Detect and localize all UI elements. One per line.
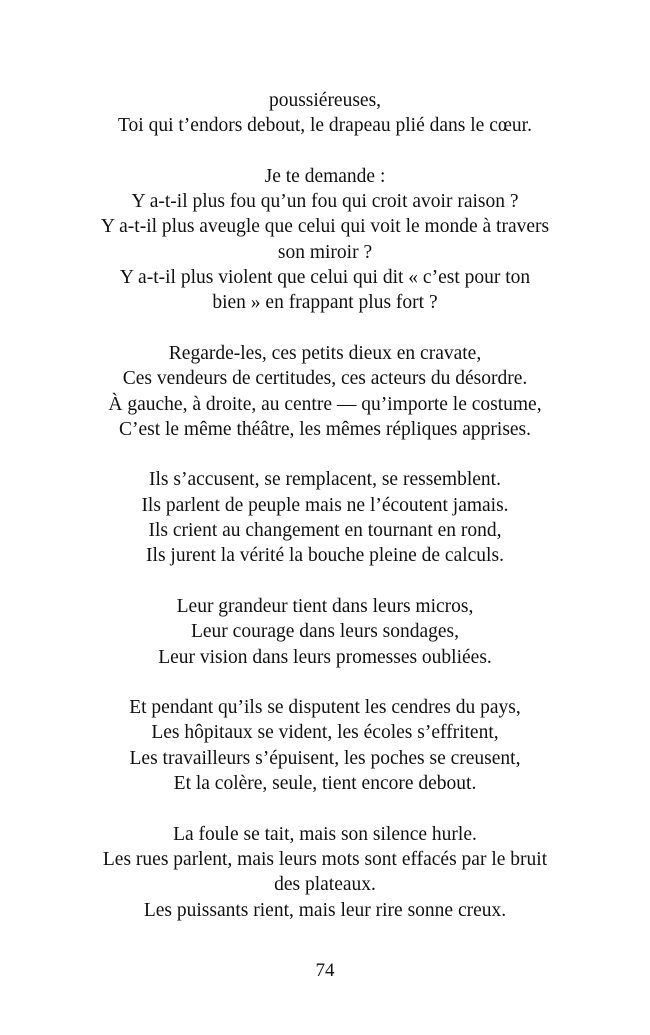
- stanza-7: [60, 822, 590, 923]
- stanza-6: [60, 695, 590, 796]
- poem-line: Et la colère, seule, tient encore debout.: [173, 773, 477, 795]
- poem-line: Y a-t-il plus fou qu’un fou qui croit avoir raison ?: [131, 191, 519, 213]
- poem-line: Y a-t-il plus aveugle que celui qui voit le monde à travers: [100, 216, 550, 238]
- stanza-3: [60, 341, 590, 442]
- poem-line: Leur grandeur tient dans leurs micros,: [176, 595, 474, 617]
- stanza-4: [60, 467, 590, 568]
- poem-line: Ils jurent la vérité la bouche pleine de calculs.: [146, 545, 504, 567]
- poem-line: Ils s’accusent, se remplacent, se ressemblent.: [149, 469, 501, 491]
- poem-line: Les rues parlent, mais leurs mots sont effacés par le bruit: [102, 848, 548, 870]
- stanza-5: [60, 594, 590, 670]
- poem-line: Regarde-les, ces petits dieux en cravate,: [168, 342, 482, 364]
- poem-line: À gauche, à droite, au centre — qu’importe le costume,: [108, 393, 542, 415]
- poem-line: Et pendant qu’ils se disputent les cendres du pays,: [129, 697, 521, 719]
- poem-line: La foule se tait, mais son silence hurle.: [173, 823, 477, 845]
- stanza-2: [60, 164, 590, 316]
- poem-body: [60, 88, 590, 948]
- poem-line: Les travailleurs s’épuisent, les poches se creusent,: [129, 747, 521, 769]
- poem-line: Toi qui t’endors debout, le drapeau plié dans le cœur.: [118, 115, 532, 137]
- poem-line: Y a-t-il plus violent que celui qui dit « c’est pour ton: [119, 267, 531, 289]
- poem-line: Les hôpitaux se vident, les écoles s’effritent,: [151, 722, 499, 744]
- poem-line: Ils parlent de peuple mais ne l’écoutent jamais.: [141, 494, 509, 516]
- poem-line: des plateaux.: [274, 874, 376, 896]
- poem-line: C’est le même théâtre, les mêmes répliques apprises.: [118, 418, 532, 440]
- poem-line: bien » en frappant plus fort ?: [212, 292, 438, 314]
- poem-line: Leur vision dans leurs promesses oubliées.: [158, 646, 492, 668]
- poem-line: Ces vendeurs de certitudes, ces acteurs du désordre.: [122, 368, 528, 390]
- page-number: 74: [315, 960, 335, 981]
- poem-line: poussiéreuses,: [268, 90, 382, 111]
- poem-line: Ils crient au changement en tournant en rond,: [148, 520, 502, 542]
- poem-line: Leur courage dans leurs sondages,: [190, 621, 460, 643]
- poem-line: Les puissants rient, mais leur rire sonne creux.: [143, 899, 507, 921]
- poem-line: son miroir ?: [277, 241, 373, 263]
- poem-line: Je te demande :: [264, 165, 386, 187]
- stanza-1: [60, 88, 590, 139]
